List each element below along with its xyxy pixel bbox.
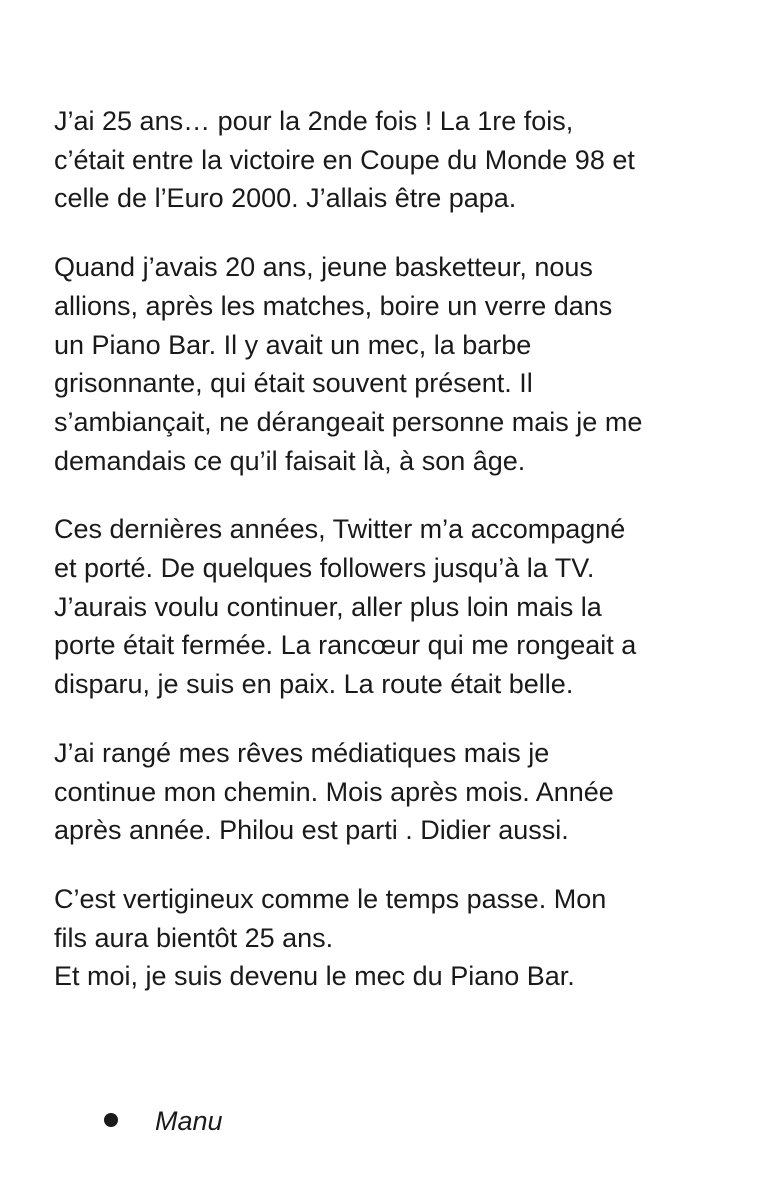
text-line: fils aura bientôt 25 ans. — [54, 922, 334, 953]
text-line: J’ai 25 ans… pour la 2nde fois ! La 1re fois, — [54, 106, 574, 136]
text-line: Ces dernières années, Twitter m’a accompagné — [54, 514, 626, 545]
text-line: c’était entre la victoire en Coupe du Monde 98 et — [54, 144, 635, 175]
text-line: continue mon chemin. Mois après mois. Année — [54, 776, 614, 807]
paragraph-4 — [54, 734, 754, 850]
text-line: un Piano Bar. Il y avait un mec, la barbe — [54, 329, 532, 360]
text-line: demandais ce qu’il faisait là, à son âge. — [54, 445, 526, 476]
paragraph-2 — [54, 248, 754, 480]
paragraph-3 — [54, 510, 754, 704]
text-line: Et moi, je suis devenu le mec du Piano Bar. — [54, 961, 575, 992]
bullet-icon — [104, 1113, 118, 1127]
paragraph-5 — [54, 880, 754, 996]
text-line: porte était fermée. La rancœur qui me rongeait a — [54, 630, 637, 661]
text-line: Quand j’avais 20 ans, jeune basketteur, nous — [54, 252, 593, 283]
text-line: allions, après les matches, boire un verre dans — [54, 290, 613, 321]
text-line: J’aurais voulu continuer, aller plus loin mais la — [54, 591, 602, 622]
text-line: et porté. De quelques followers jusqu’à la TV. — [54, 553, 595, 584]
text-line: s’ambiançait, ne dérangeait personne mais je me — [54, 406, 643, 437]
signature-name: Manu — [155, 1106, 223, 1136]
letter-body — [54, 102, 754, 1026]
text-line: C’est vertigineux comme le temps passe. Mon — [54, 883, 607, 914]
text-line: grisonnante, qui était souvent présent. Il — [54, 368, 533, 399]
text-line: disparu, je suis en paix. La route était belle. — [54, 669, 574, 700]
paragraph-1 — [54, 102, 754, 218]
signature-list-item — [104, 1102, 223, 1140]
text-line: J’ai rangé mes rêves médiatiques mais je — [54, 737, 550, 768]
text-line: après année. Philou est parti . Didier aussi. — [54, 815, 569, 846]
text-line: celle de l’Euro 2000. J’allais être papa. — [54, 183, 517, 214]
